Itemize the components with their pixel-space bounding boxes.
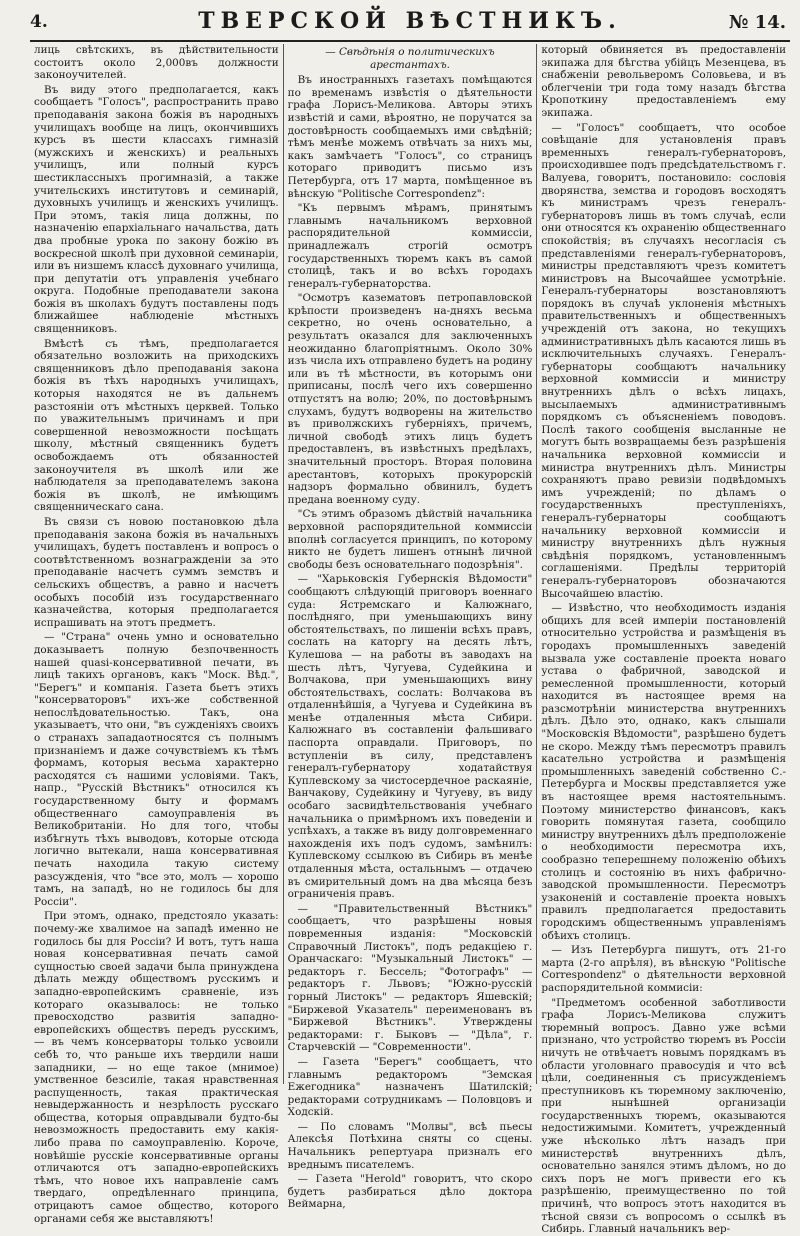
- column-1: [30, 44, 283, 1225]
- column-2: [283, 44, 537, 1211]
- newspaper-title: ТВЕРСКОЙ ВѢСТНИКЪ.: [198, 8, 622, 34]
- paragraph: — "Харьковскія Губернскія Вѣдомости" сообщаютъ слѣдующій приговоръ военнаго суда: Ястремскаго и Калюжнаго, послѣдняго, при уменьшающихъ вину обстоятельствахъ, по лишеніи всѣхъ правъ, сослать на каторгу на десять лѣтъ, Кулешова — на работы въ заводахъ на шесть лѣтъ, Чугуева, Судейкина и Волчакова, при уменьшающихъ вину обстоятельствахъ, сослать: Волчакова въ отдаленнѣйшія, а Чугуева и Судейкина въ менѣе отдаленныя мѣста Сибири. Калюжнаго въ составленіи фальшиваго паспорта оправдали. Приговоръ, по вступленіи въ силу, представленъ генералъ-губернатору ходатайствуя Куплевскому за чистосердечное раскаяніе, Ванчакову, Судейкину и Чугуеву, въ виду особаго засвидѣтельствованія учебнаго начальника о примѣрномъ ихъ поведеніи и успѣхахъ, а также въ виду долговременнаго нахожденія ихъ подъ судомъ, замѣнилъ: Куплевскому ссылкою въ Сибирь въ менѣе отдаленныя мѣста, остальнымъ — отдачею въ смирительный домъ на два мѣсяца безъ ограниченія правъ.: [287, 573, 533, 901]
- paragraph: — Извѣстно, что необходимость изданія общихъ для всей имперіи постановленій относительно устройства и размѣщенія въ городахъ промышленныхъ заведеній вызвала уже составленіе проекта новаго устава о фабричной, заводской и ремесленной промышленности, который находится въ настоящее время на разсмотрѣніи министерства внутреннихъ дѣлъ. Дѣло это, однако, какъ слышали "Московскія Вѣдомости", разрѣшено будетъ не скоро. Между тѣмъ пересмотръ правилъ касательно устройства и размѣщенія промышленныхъ заведеній собственно С.-Петербурга и Москвы представляется уже въ настоящее время настоятельнымъ. Поэтому министерство финансовъ, какъ говорить помянутая газета, сообщило министру внутреннихъ дѣлъ предположеніе о необходимости пересмотра ихъ, сообразно теперешнему положенію обѣихъ столицъ и состоянію въ нихъ фабрично-заводской промышленности. Пересмотръ узаконеній и составленіе проекта новыхъ правилъ предполагается предоставить городскимъ общественнымъ управленіямъ обѣихъ столицъ.: [541, 602, 787, 942]
- paragraph: — "Правительственный Вѣстникъ" сообщаетъ, что разрѣшены новыя повременныя изданія: "Московскій Справочный Листокъ", подъ редакціею г. Оранчаскаго: "Музыкальный Листокъ" — редакторъ г. Бессель; "Фотографъ" — редакторъ г. Львовъ; "Южно-русскій горный Листокъ" — редакторъ Яшевскій; "Биржевой Указатель" переименованъ въ "Биржевой Вѣстникъ". Утверждены редакторами: г. Быковъ — "Дѣла", г. Старчевскій — "Современности".: [287, 902, 533, 1054]
- page-number: 4.: [30, 12, 48, 32]
- paragraph: Въ виду этого предполагается, какъ сообщаетъ "Голосъ", распространить право преподаванія закона божія въ народныхъ училищахъ вообще на лицъ, окончившихъ курсъ въ шести классахъ гимназій (мужскихъ и женскихъ) и реальныхъ училищъ, или полный курсъ шестиклассныхъ прогимназій, а также учительскихъ институтовъ и семинарій, духовныхъ училищъ и женскихъ училищъ. При этомъ, такія лица должны, по назначенію епархіальнаго начальства, дать два пробные урока по закону божію въ воскресной школѣ при духовной семинаріи, или въ низшемъ классѣ духовнаго училища, при депутатіи отъ управленія учебнаго округа. Подобные преподаватели закона божія въ школахъ будутъ поставлены подъ ближайшее наблюденіе мѣстныхъ священниковъ.: [34, 83, 279, 336]
- paragraph: "Съ этимъ образомъ дѣйствій начальника верховной распорядительной коммиссіи вполнѣ согласуется принципъ, по которому никто не будетъ лишенъ отнынѣ личной свободы безъ основательнаго подозрѣнія".: [287, 508, 533, 571]
- paragraph: лиць свѣтскихъ, въ дѣйствительности состоитъ около 2,000въ должности законоучителей.: [34, 44, 279, 82]
- paragraph: Въ связи съ новою постановкою дѣла преподаванія закона божія въ начальныхъ училищахъ, будетъ поставленъ и вопросъ о соотвѣтственномъ вознагражденіи за это преподаваніе насчетъ суммъ земствъ и сельскихъ обществъ, а равно и насчетъ особыхъ пособій изъ государственнаго казначейства, которыя предполагается испрашивать на этотъ предметъ.: [34, 515, 279, 629]
- paragraph: Въ иностранныхъ газетахъ помѣщаются по временамъ извѣстія о дѣятельности графа Лорисъ-Меликова. Авторы этихъ извѣстій и сами, вѣроятно, не поручатся за достовѣрность сообщаемыхъ ими свѣдѣній; тѣмъ менѣе можемъ отвѣчать за нихъ мы, какъ замѣчаетъ "Голосъ", со страницъ котораго приводитъ письмо изъ Петербурга, отъ 17 марта, помѣщенное въ вѣнскую "Politische Correspondenz":: [287, 74, 533, 200]
- paragraph: — Газета "Берегъ" сообщаетъ, что главнымъ редакторомъ "Земская Ежегодника" назначенъ Шатилскій; редакторами сотрудникамъ — Половцовъ и Ходскій.: [287, 1055, 533, 1119]
- section-heading: — Свѣдѣнія о политическихъ арестантахъ.: [325, 46, 495, 71]
- paragraph: который обвиняется въ предоставленіи экипажа для бѣгства убійцъ Мезенцева, въ снабженіи револьверомъ Соловьева, и въ облегченіи три года тому назадъ бѣгства Кропоткину предоставленіемъ ему экипажа.: [541, 44, 787, 119]
- page-header: [30, 6, 790, 42]
- paragraph: — "Страна" очень умно и основательно доказываетъ полную безпочвенность нашей quasi-консервативной печати, въ лицѣ такихъ органовъ, какъ "Моск. Вѣд.", "Берегъ" и компанія. Газета бьетъ этихъ "консерваторовъ" ихъ-же собственной непослѣдовательностью. Такъ, она указываетъ, что они, "въ сужденіяхъ своихъ о странахъ западаотносятся съ полнымъ признаніемъ и даже сочувствіемъ къ тѣмъ формамъ, которыя весьма характерно расходятся съ нашими условіями. Такъ, напр., "Русскій Вѣстникъ" относился къ государственному быту и формамъ общественнаго самоуправленія въ Великобританіи. Но для того, чтобы избѣгнуть тѣхъ выводовъ, которые отсюда логично вытекали, наша консервативная печать находила такую систему разсужденія, что "все это, молъ — хорошо тамъ, на западѣ, но не годилось бы для Россіи".: [34, 631, 279, 908]
- text-columns: [30, 44, 790, 1236]
- paragraph: "Осмотръ казематовъ петропавловской крѣпости произведенъ на-дняхъ весьма секретно, но очень основательно, а результатъ оказался для заключенныхъ неожиданно благопріятнымъ. Около 30% изъ числа ихъ отправлено будетъ на родину или въ тѣ мѣстности, въ которымъ они приписаны, послѣ чего ихъ совершенно отпустятъ на волю; 20%, по достовѣрнымъ слухамъ, будутъ водворены на жительство въ приволжскихъ губерніяхъ, причемъ, личной свободѣ этихъ лицъ будетъ предоставленъ, въ извѣстныхъ предѣлахъ, значительный просторъ. Вторая половина арестантовъ, которыхъ прокурорскій надзоръ формально обвинилъ, будетъ предана военному суду.: [287, 292, 533, 506]
- column-3: [536, 44, 790, 1236]
- paragraph: — "Голосъ" сообщаетъ, что особое совѣщаніе для установленія правъ временныхъ генералъ-губернаторовъ, происходившее подъ предсѣдательствомъ г. Валуева, говоритъ, постановило: сословія дворянства, земства и городовъ восходятъ къ министрамъ чрезъ генералъ-губернаторовъ лишь въ томъ случаѣ, если они относятся къ охраненію общественнаго спокойствія; въ случаяхъ несогласія съ представленіями генералъ-губернаторовъ, министры представляютъ чрезъ комитетъ министровъ на Высочайшее усмотрѣніе. Генералъ-губернаторы возстановляютъ порядокъ въ случаѣ уклоненія мѣстныхъ правительственныхъ и общественныхъ учрежденій отъ закона, но текущихъ административныхъ дѣлъ касаются лишь въ исключительныхъ случаяхъ. Генералъ-губернаторы сообщаютъ начальнику верховной коммиссіи и министру внутреннихъ дѣлъ о всѣхъ лицахъ, высылаемыхъ административнымъ порядкомъ съ объясненіемъ поводовъ. Послѣ такого сообщенія высланные не могутъ быть возвращаемы безъ разрѣшенія начальника верховной коммиссіи и министра внутреннихъ дѣлъ. Министры сохраняютъ право ревизіи подвѣдомыхъ имъ учрежденій; по дѣламъ о государственныхъ преступленіяхъ, генералъ-губернаторы сообщаютъ начальнику верховной коммиссіи и министру внутреннихъ дѣлъ нужныя свѣдѣнія порядкомъ, установленнымъ соглашеніями. Предѣлы территорій генералъ-губернаторовъ обозначаются Высочайшею властію.: [541, 121, 787, 600]
- paragraph: При этомъ, однако, предстояло указать: почему-же хвалимое на западѣ именно не годилось бы для Россіи? И вотъ, тутъ наша новая консервативная печать самой сущностью своей задачи была принуждена дѣлать между обществомъ русскимъ и западно-европейскимъ сравненіе, изъ котораго оказывалось: не только превосходство развитія западно-европейскихъ обществъ передъ русскимъ, — въ чемъ консерваторы только усвоили себѣ то, что раньше ихъ твердили наши западники, — но еще такое (мнимое) умственное безсиліе, такая нравственная распущенность, такая практическая невыдержанность и незрѣлость русскаго общества, которыя оправдывали будто-бы невозможность предоставить ему какія-либо права по самоуправленію. Короче, новѣйшіе русскіе консервативные органы отличаются отъ западно-европейскихъ тѣмъ, что новое ихъ направленіе самъ твердаго, опредѣленнаго принципа, отрицаютъ самое общество, которого органами себя же выставляютъ!: [34, 910, 279, 1225]
- paragraph: — Газета "Herold" говоритъ, что скоро будетъ разбираться дѣло доктора Веймарна,: [287, 1173, 533, 1211]
- paragraph: — По словамъ "Молвы", всѣ пьесы Алексѣя Потѣхина сняты со сцены. Начальникъ репертуара призналъ его вреднымъ писателемъ.: [287, 1120, 533, 1171]
- paragraph: — Изъ Петербурга пишутъ, отъ 21-го марта (2-го апрѣля), въ вѣнскую "Politische Correspondenz" о дѣятельности верховной распорядительной коммисіи:: [541, 944, 787, 994]
- issue-number: № 14.: [728, 12, 786, 33]
- paragraph: Вмѣстѣ съ тѣмъ, предполагается обязательно возложить на приходскихъ священниковъ дѣло преподаванія закона божія въ тѣхъ народныхъ училищахъ, которыя находятся не въ дальнемъ разстояніи отъ мѣстныхъ церквей. Только по уважительнымъ причинамъ и при совершенной невозможности посѣщать школу, мѣстный священникъ будетъ освобождаемъ отъ обязанностей законоучителя въ школѣ или же наблюдателя за преподавателемъ закона божія въ школѣ, не имѣющимъ священническаго сана.: [34, 337, 279, 514]
- paragraph: "Къ первымъ мѣрамъ, принятымъ главнымъ начальникомъ верховной распорядительной коммиссіи, принадлежалъ строгій осмотръ государственныхъ тюремъ какъ въ самой столицѣ, такъ и во всѣхъ городахъ генералъ-губернаторства.: [287, 202, 533, 290]
- paragraph: "Предметомъ особенной заботливости графа Лорисъ-Меликова служитъ тюремный вопросъ. Давно уже всѣми признано, что устройство тюремъ въ Россіи ничуть не отвѣчаетъ новымъ порядкамъ въ области уголовнаго правосудія и что всѣ цѣли, соединенныя съ присужденіемъ преступниковъ къ тюремному заключенію, при нынѣшней организаціи государственныхъ тюремъ, оказываются недостижимыми. Комитетъ, учрежденный уже нѣсколько лѣтъ назадъ при министерствѣ внутреннихъ дѣлъ, основательно занялся этимъ дѣломъ, но до сихъ поръ не могъ привести его къ разрѣшенію, преимущественно по той причинѣ, что вопросъ этотъ находится въ тѣсной связи съ вопросомъ о ссылкѣ въ Сибирь. Главный начальникъ вер-: [541, 996, 787, 1236]
